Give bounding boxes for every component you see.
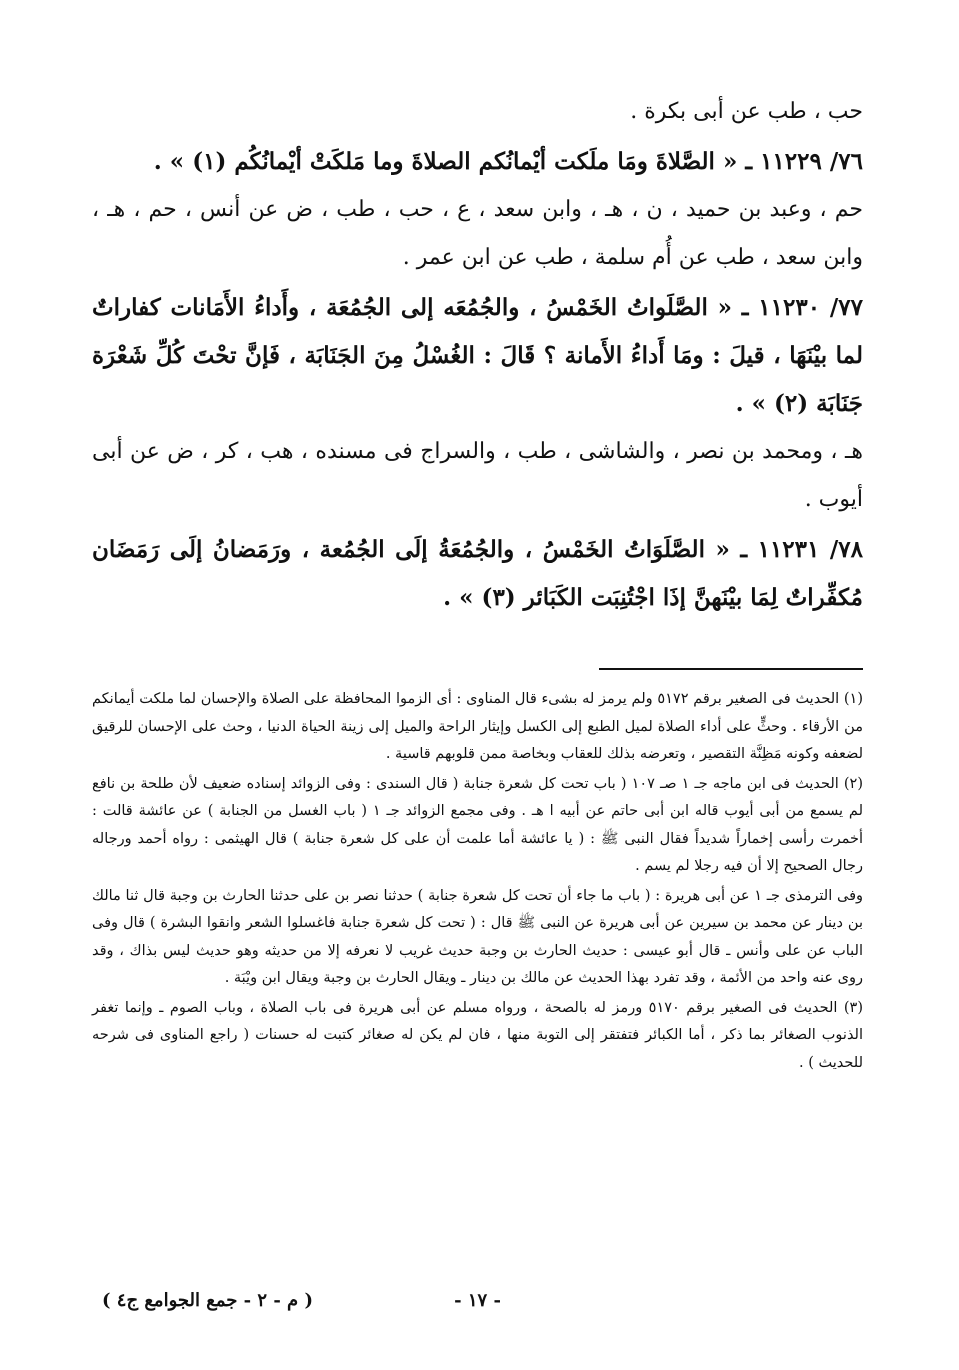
series-signature: ( م - ٢ - جمع الجوامع ج٤ ) [102, 1290, 313, 1311]
page-number: - ١٧ - [454, 1290, 501, 1311]
footnote-3: (٣) الحديث فى الصغير برقم ٥١٧٠ ورمز له بالصحة ، ورواه مسلم عن أبى هريرة فى باب الصلاة ، وباب الصوم ـ وإنما تغفر الذنوب الصغائر بما ذكر ، أما الكبائر فتفتقر إلى التوبة منها ، فان لم يكن له صغائر كتبت له حسنات ( راجع المناوى فى شرحه للحديث ) . [92, 999, 864, 1071]
page-footer [92, 1290, 863, 1320]
hadith-77: ٧٧/ ١١٢٣٠ ـ « الصَّلَواتُ الخَمْسُ ، والجُمُعَه إلى الجُمُعَة ، وأَداءُ الأَمَانات كفاراتٌ لما بيْنَهَا ، قيلَ : ومَا أَداءُ الأَمانة ؟ قَالَ : الغُسْلُ مِنَ الجَنَابَة ، فَإنَّ تحْتَ كُلِّ شَعْرَة جَنَابَة (٢) » . [92, 294, 863, 417]
footnote-separator [599, 668, 863, 670]
footnote-1: (١) الحديث فى الصغير برقم ٥١٧٢ ولم يرمز له بشىء قال المناوى : أى الزموا المحافظة على الصلاة والإحسان لما ملكت أيمانكم من الأرقاء . وحثٍّ على أداء الصلاة لميل الطبع إلى الكسل وإيثار الراحة والميل إلى زينة الحياة الدنيا ، وحث على الإحسان للرقيق لضعفه وكونه مَظِنَّة التقصير ، وتعرضه بذلك للعقاب وبخاصة ممن قلوبهم قاسية . [92, 691, 863, 762]
footnote-2-continued: وفى الترمذى جـ ١ عن أبى هريرة : ( باب ما جاء أن تحت كل شعرة جنابة ) حدثنا نصر بن على حدثنا الحارث بن وجبة قال ثنا مالك بن دينار عن محمد بن سيرين عن أبى هريرة عن النبى ﷺ قال : ( تحت كل شعرة جنابة فاغسلوا الشعر وانقوا البشرة ) قال وفى الباب عن على وأنس ـ قال أبو عيسى : حديث الحارث بن وجبة حديث غريب لا نعرفه إلا من حديثه وهو حديث ليس بذاك ، وقد روى عنه واحد من الأئمة ، وقد تفرد بهذا الحديث عن مالك بن دينار ـ ويقال الحارث بن وجبة ويقال ابن ويْبَة . [92, 887, 864, 986]
main-text [92, 88, 863, 622]
footnotes [92, 686, 863, 1079]
intro-line: حب ، طب عن أبى بكرة . [630, 99, 863, 124]
hadith-77-sources: هـ ، ومحمد بن نصر ، والشاشى ، طب ، والسراج فى مسنده ، هب ، كر ، ض عن أبى أيوب . [92, 439, 863, 512]
hadith-76: ٧٦/ ١١٢٢٩ ـ « الصَّلاةَ ومَا ملَكت أيْمانُكم الصلاةَ وما مَلكَتْ أيْمانُكُم (١) » . [153, 148, 863, 175]
hadith-76-sources: حم ، وعبد بن حميد ، ن ، هـ ، وابن سعد ، ع ، حب ، طب ، ض عن أنس ، حم ، هـ ، وابن سعد ، طب عن أُم سلمة ، طب عن ابن عمر . [92, 197, 863, 270]
footnote-2: (٢) الحديث فى ابن ماجه جـ ١ صـ ١٠٧ ( باب تحت كل شعرة جنابة ( قال السندى : وفى الزوائد إسناده ضعيف لأن طلحة بن نافع لم يسمع من أبى أيوب قاله ابن أبى حاتم عن أبيه ا هـ . وفى مجمع الزوائد جـ ١ ( باب الغسل من الجنابة ) عن عائشة قالت : أخمرت رأسى إخماراً شديداً فقال النبى ﷺ : ( يا عائشة أما علمت أن على كل شعرة جنابة ) قال الهيثمى : رواه أحمد ورجاله رجال الصحيح إلا أن فيه رجلا لم يسم . [92, 775, 863, 874]
hadith-78: ٧٨/ ١١٢٣١ ـ « الصَّلَوَاتُ الخَمْسُ ، والجُمُعَةُ إلَى الجُمُعة ، ورَمَضانُ إلَى رَمَضَان مُكفِّراتٌ لِمَا بيْنَهنَّ إذَا اجْتُنِبَت الكَبَائر (٣) » . [92, 536, 863, 611]
